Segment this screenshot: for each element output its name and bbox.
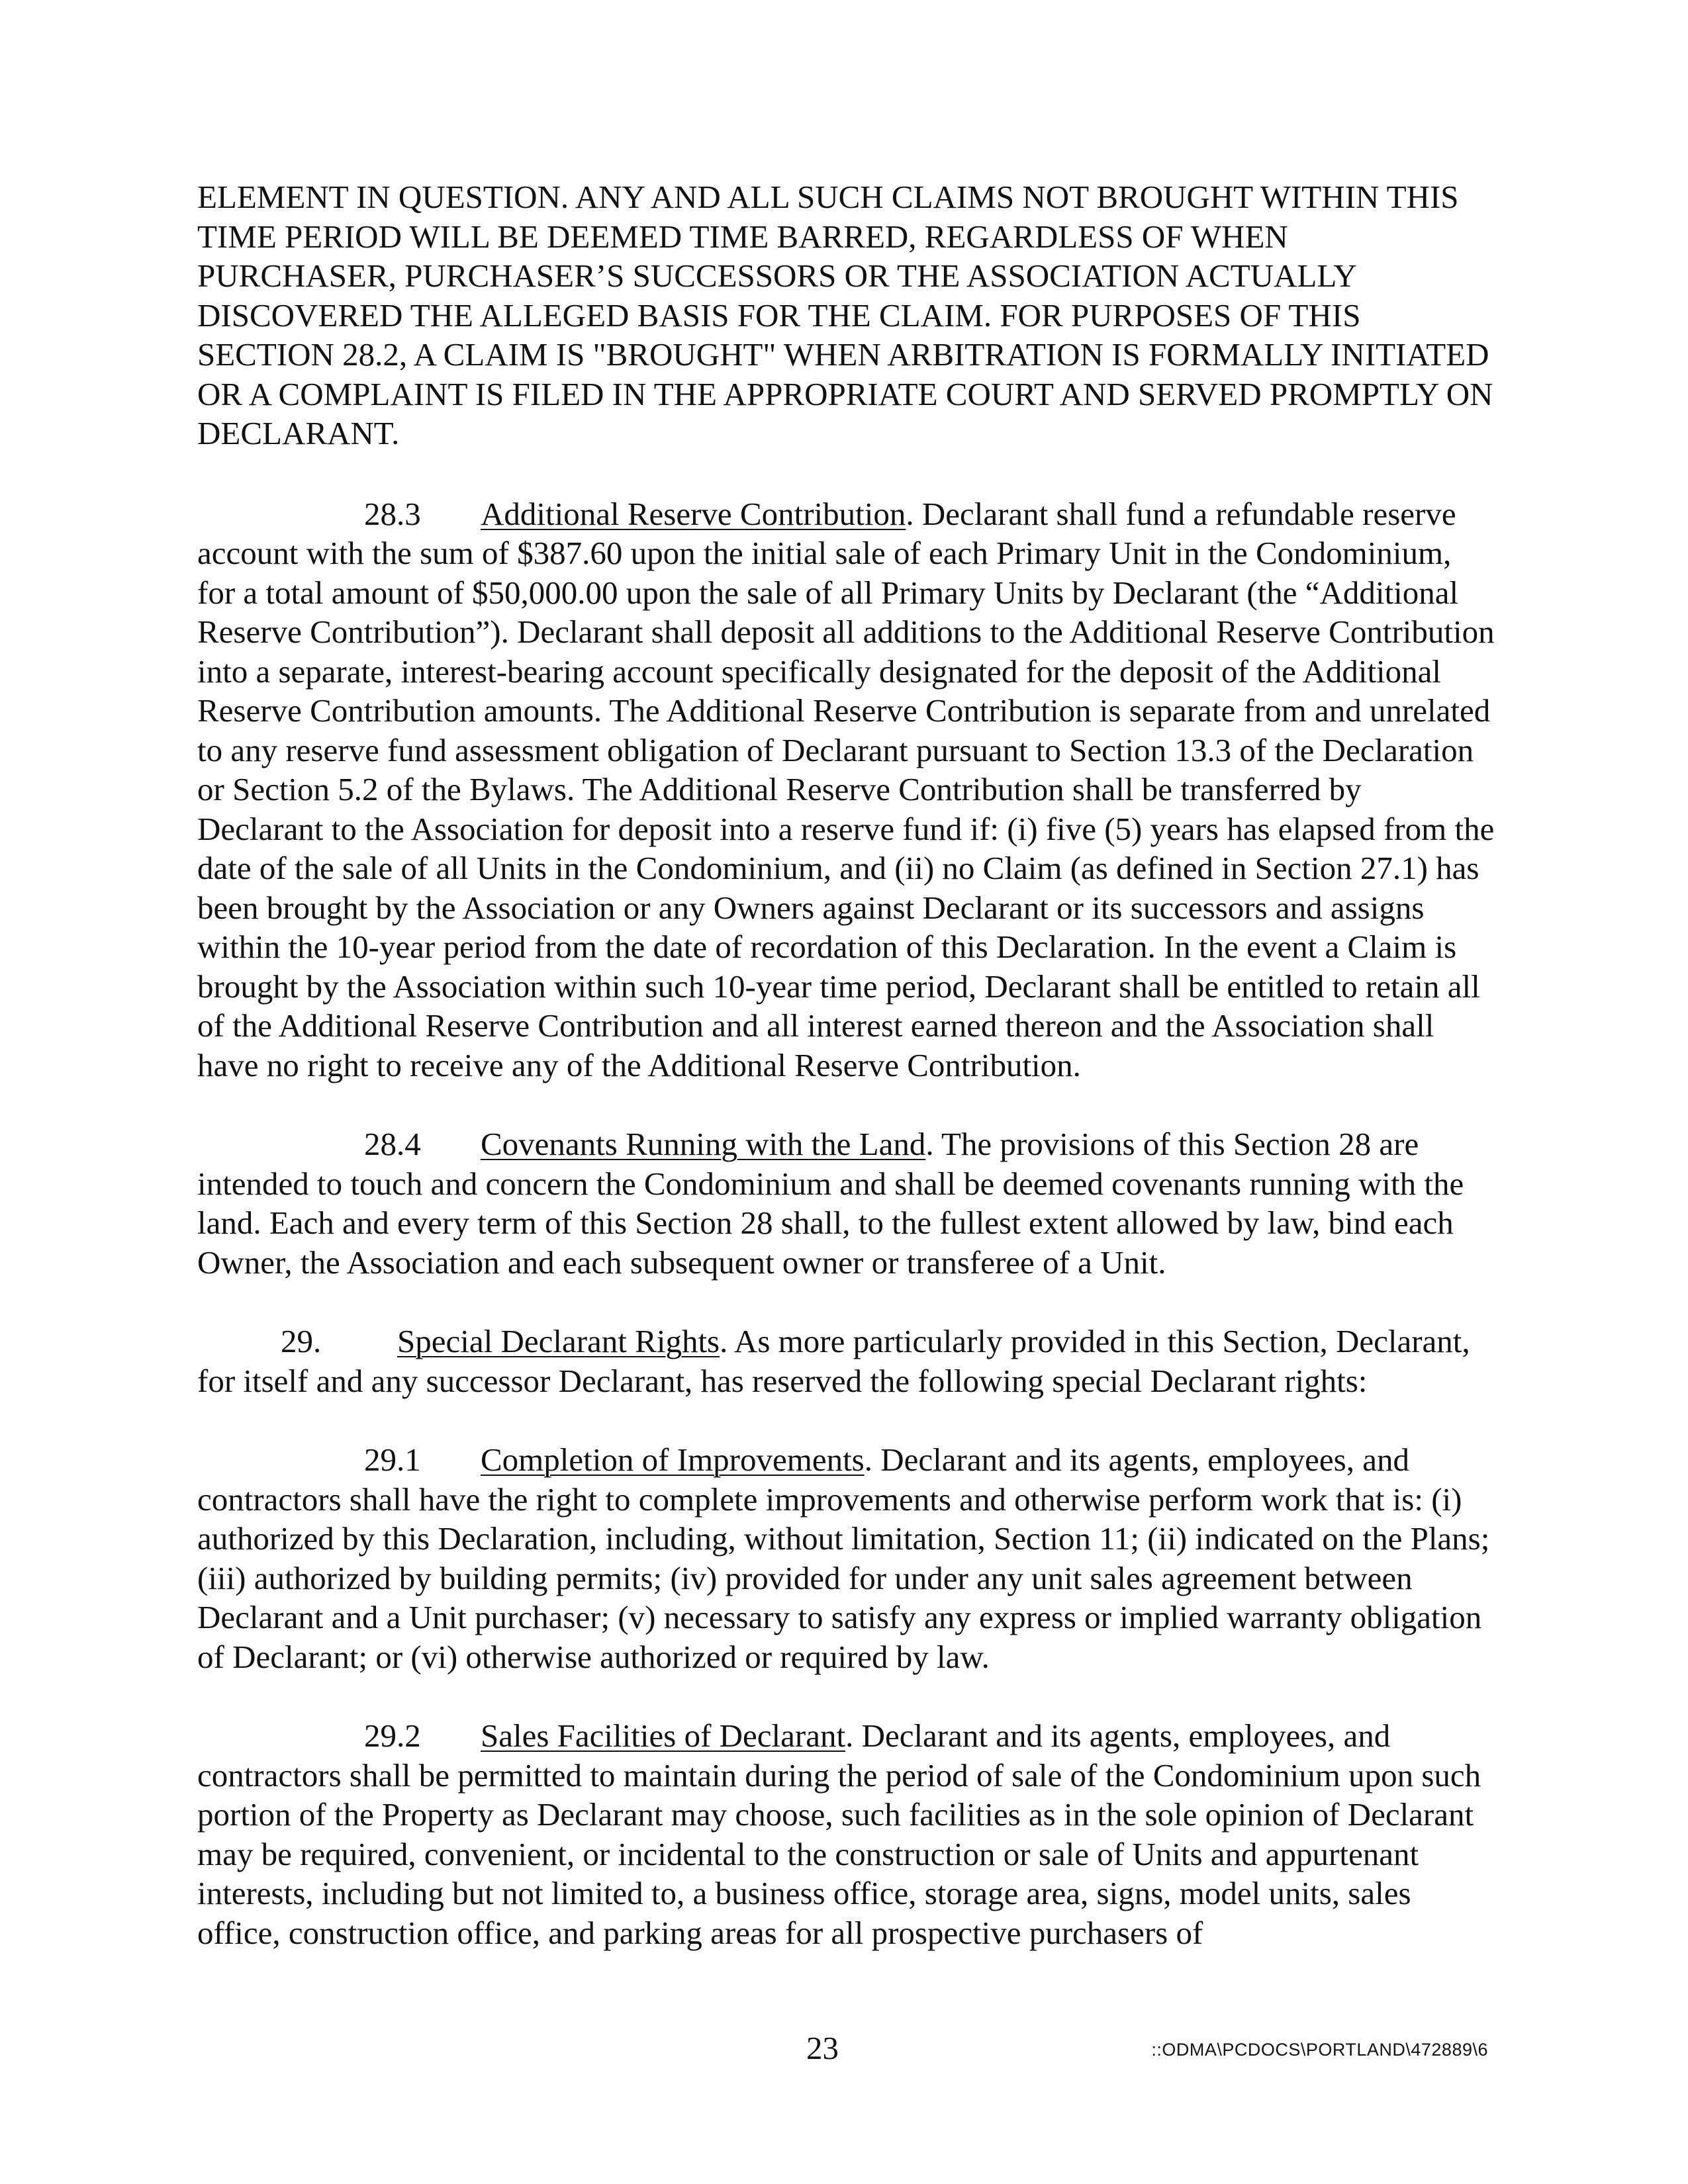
section-heading: Additional Reserve Contribution — [481, 495, 906, 532]
section-number: 29.1 — [364, 1441, 421, 1478]
page-number: 23 — [806, 2030, 839, 2066]
document-page — [197, 177, 1495, 1952]
section-28-3 — [197, 494, 1495, 1085]
section-body: . Declarant shall fund a refundable reserve account with the sum of $387.60 upon the initial sale of each Primary Unit in the Condominium, for a total amount of $50,000.00 upon the sale of all Primary Units by Declarant (the “Additional Reserve Contribution”). Declarant shall deposit all additions to the Additional Reserve Contribution into a separate, interest-bearing account specifically designated for the deposit of the Additional Reserve Contribution amounts. The Additional Reserve Contribution is separate from and unrelated to any reserve fund assessment obligation of Declarant pursuant to Section 13.3 of the Declaration or Section 5.2 of the Bylaws. The Additional Reserve Contribution shall be transferred by Declarant to the Association for deposit into a reserve fund if: (i) five (5) years has elapsed from the date of the sale of all Units in the Condominium, and (ii) no Claim (as defined in Section 27.1) has been brought by the Association or any Owners against Declarant or its successors and assigns within the 10-year period from the date of recordation of this Declaration. In the event a Claim is brought by the Association within such 10-year time period, Declarant shall be entitled to retain all of the Additional Reserve Contribution and all interest earned thereon and the Association shall have no right to receive any of the Additional Reserve Contribution. — [197, 495, 1495, 1083]
section-body: . Declarant and its agents, employees, and contractors shall have the right to complete improvements and otherwise perform work that is: (i) authorized by this Declaration, including, without limitation, Section 11; (ii) indicated on the Plans; (iii) authorized by building permits; (iv) provided for under any unit sales agreement between Declarant and a Unit purchaser; (v) necessary to satisfy any express or implied warranty obligation of Declarant; or (vi) otherwise authorized or required by law. — [197, 1441, 1490, 1675]
section-heading: Covenants Running with the Land — [481, 1126, 926, 1162]
section-body: . The provisions of this Section 28 are intended to touch and concern the Condominium and shall be deemed covenants running with the land. Each and every term of this Section 28 shall, to the fullest extent allowed by law, bind each Owner, the Association and each subsequent owner or transferee of a Unit. — [197, 1126, 1464, 1281]
section-28-4 — [197, 1124, 1495, 1282]
section-number: 28.3 — [364, 495, 421, 532]
section-heading: Sales Facilities of Declarant — [481, 1717, 846, 1754]
intro-paragraph: ELEMENT IN QUESTION. ANY AND ALL SUCH CLAIMS NOT BROUGHT WITHIN THIS TIME PERIOD WILL BE DEEMED TIME BARRED, REGARDLESS OF WHEN PURCHASER, PURCHASER’S SUCCESSORS OR THE ASSOCIATION ACTUALLY DISCOVERED THE ALLEGED BASIS FOR THE CLAIM. FOR PURPOSES OF THIS SECTION 28.2, A CLAIM IS "BROUGHT" WHEN ARBITRATION IS FORMALLY INITIATED OR A COMPLAINT IS FILED IN THE APPROPRIATE COURT AND SERVED PROMPTLY ON DECLARANT. — [197, 179, 1493, 451]
section-number: 28.4 — [364, 1126, 421, 1162]
section-body: . As more particularly provided in this Section, Declarant, for itself and any successor Declarant, has reserved the following special Declarant rights: — [197, 1323, 1470, 1399]
document-path: ::ODMA\PCDOCS\PORTLAND\472889\6 — [1151, 2040, 1488, 2060]
section-heading: Special Declarant Rights — [397, 1323, 720, 1359]
section-29 — [197, 1322, 1495, 1400]
section-number: 29. — [281, 1323, 322, 1359]
section-29-2 — [197, 1716, 1495, 1952]
section-body: . Declarant and its agents, employees, and contractors shall be permitted to maintain during the period of sale of the Condominium upon such portion of the Property as Declarant may choose, such facilities as in the sole opinion of Declarant may be required, convenient, or incidental to the construction or sale of Units and appurtenant interests, including but not limited to, a business office, storage area, signs, model units, sales office, construction office, and parking areas for all prospective purchasers of — [197, 1717, 1481, 1951]
section-29-1 — [197, 1440, 1495, 1676]
section-heading: Completion of Improvements — [481, 1441, 865, 1478]
section-number: 29.2 — [364, 1717, 421, 1754]
